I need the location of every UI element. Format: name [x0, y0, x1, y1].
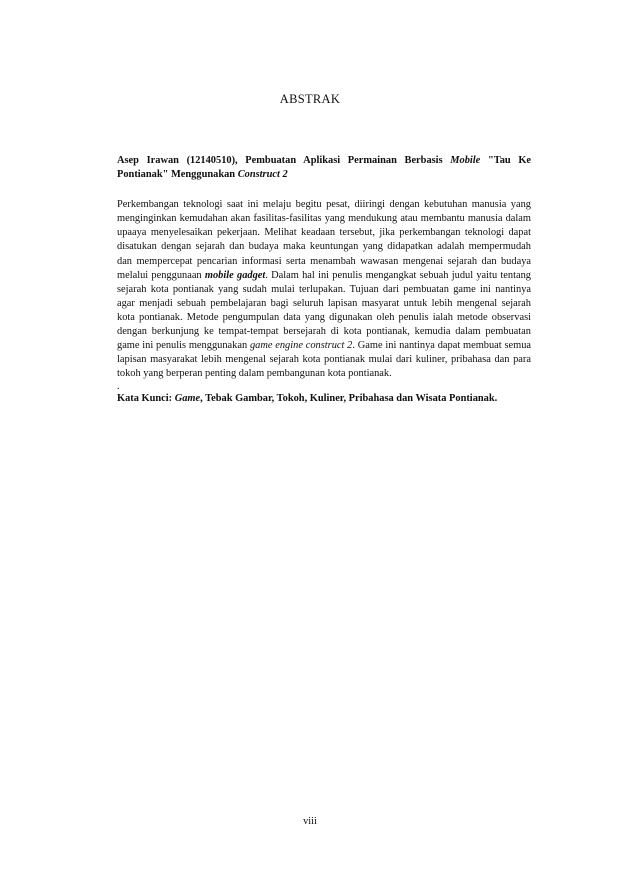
abstract-body-part1: Perkembangan teknologi saat ini melaju begitu pesat, diiringi dengan kebutuhan manusia yang menginginkan kemudahan akan fasilitas-fasilitas yang mendukung atau membantu manusia dalam upaaya menyelesaikan pekerjaan. Melihat keadaan tersebut, jika perkembangan teknologi dapat disatukan dengan sejarah dan budaya maka keuntungan yang didapatkan adalah mempermudah dan mempercepat pencarian informasi serta menambah wawasan mengenai sejarah dan budaya melalui penggunaan — [117, 199, 531, 281]
keywords-label: Kata Kunci: — [117, 393, 175, 405]
author-name: Asep Irawan (12140510), — [117, 155, 238, 166]
thesis-title-italic-construct: Construct 2 — [237, 169, 288, 181]
abstract-heading — [117, 154, 531, 182]
page-number: viii — [303, 816, 317, 827]
page-title: ABSTRAK — [279, 92, 341, 106]
abstract-body — [117, 198, 531, 381]
abstract-body-part3: . Game ini nantinya dapat membuat semua lapisan masyarakat lebih mengenal sejarah kota pontianak mulai dari kuliner, pribahasa dan para tokoh yang berperan penting dalam pembangunan kota pontianak. — [117, 340, 531, 380]
abstract-emphasis-mobile-gadget: mobile gadget — [204, 269, 266, 281]
keywords-line — [117, 392, 531, 406]
thesis-title-part2: "Tau Ke Pontianak" Menggunakan — [117, 155, 532, 181]
thesis-title-italic-mobile: Mobile — [450, 155, 481, 166]
thesis-title-part1: Pembuatan Aplikasi Permainan Berbasis — [237, 155, 451, 166]
abstract-emphasis-game-engine: game engine construct 2 — [249, 340, 353, 352]
keywords-rest: , Tebak Gambar, Tokoh, Kuliner, Pribahasa dan Wisata Pontianak. — [200, 393, 498, 405]
abstract-content — [117, 154, 531, 407]
abstract-body-part2: . Dalam hal ini penulis mengangkat sebuah judul yaitu tentang sejarah kota pontianak yang sudah mulai terlupakan. Tujuan dari pembuatan game ini nantinya agar menjadi sebuah pembelajaran bagi seluruh lapisan masyarat untuk lebih mengenal sejarah kota pontianak. Metode pengumpulan data yang digunakan oleh penulis ialah metode observasi dengan berkunjung ke tempat-tempat bersejarah di kota pontianak, kemudia dalam pembuatan game ini penulis menggunakan — [117, 269, 531, 352]
stray-mark: . — [117, 381, 120, 393]
keyword-game: Game — [174, 393, 201, 405]
